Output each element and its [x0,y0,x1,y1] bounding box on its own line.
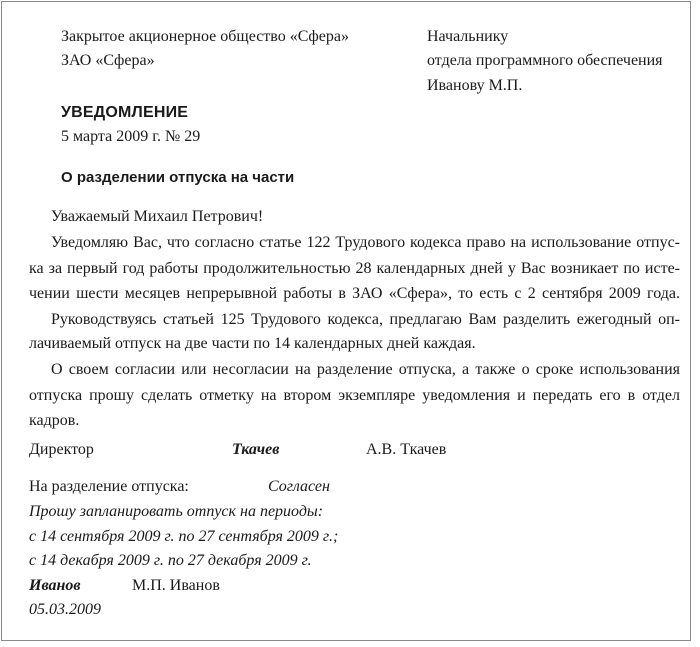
signer-position: Директор [29,441,94,458]
vacation-period-2: с 14 декабря 2009 г. по 27 декабря 2009 г. [29,552,312,569]
paragraph-3-line-2: отпуска прошу сделать отметку на втором экземпляре уведомления и передать его в отдел [29,387,680,404]
greeting: Уважаемый Михаил Петрович! [51,208,264,225]
addressee-line-1: Начальнику [427,28,509,45]
paragraph-2-line-1: Руководствуясь статьей 125 Трудового кодекса, предлагаю Вам разделить ежегодный оп- [51,311,680,328]
vacation-request: Прошу запланировать отпуск на периоды: [29,503,324,520]
paragraph-2-line-2: лачиваемый отпуск на две части по 14 календарных дней каждая. [29,335,476,352]
document-subject: О разделении отпуска на части [61,169,295,186]
document-type: УВЕДОМЛЕНИЕ [61,104,189,121]
paragraph-1-line-1: Уведомляю Вас, что согласно статье 122 Трудового кодекса право на использование отпус- [51,234,680,251]
director-handwritten-signature: Ткачев [232,441,280,458]
company-short-name: ЗАО «Сфера» [61,52,155,69]
paragraph-3-line-3: кадров. [29,412,80,429]
paragraph-3-line-1: О своем согласии или несогласии на разделение отпуска, а также о сроке использования [51,361,680,378]
response-date: 05.03.2009 [29,601,101,618]
addressee-line-3: Иванову М.П. [427,77,523,94]
signer-name: А.В. Ткачев [366,441,447,458]
vacation-period-1: с 14 сентября 2009 г. по 27 сентября 2009 г.; [29,528,339,545]
employee-name: М.П. Иванов [132,577,220,594]
employee-handwritten-signature: Иванов [29,577,81,594]
addressee-line-2: отдела программного обеспечения [427,52,663,69]
paragraph-1-line-2: ка за первый год работы продолжительностью 28 календарных дней у Вас возникает по исте- [29,260,680,277]
paragraph-1-line-3: чении шести месяцев непрерывной работы в ЗАО «Сфера», то есть с 2 сентября 2009 года. [29,285,680,302]
document-date-number: 5 марта 2009 г. № 29 [61,128,201,145]
consent-mark: Согласен [268,478,330,495]
company-full-name: Закрытое акционерное общество «Сфера» [61,28,349,45]
response-label: На разделение отпуска: [29,478,189,495]
